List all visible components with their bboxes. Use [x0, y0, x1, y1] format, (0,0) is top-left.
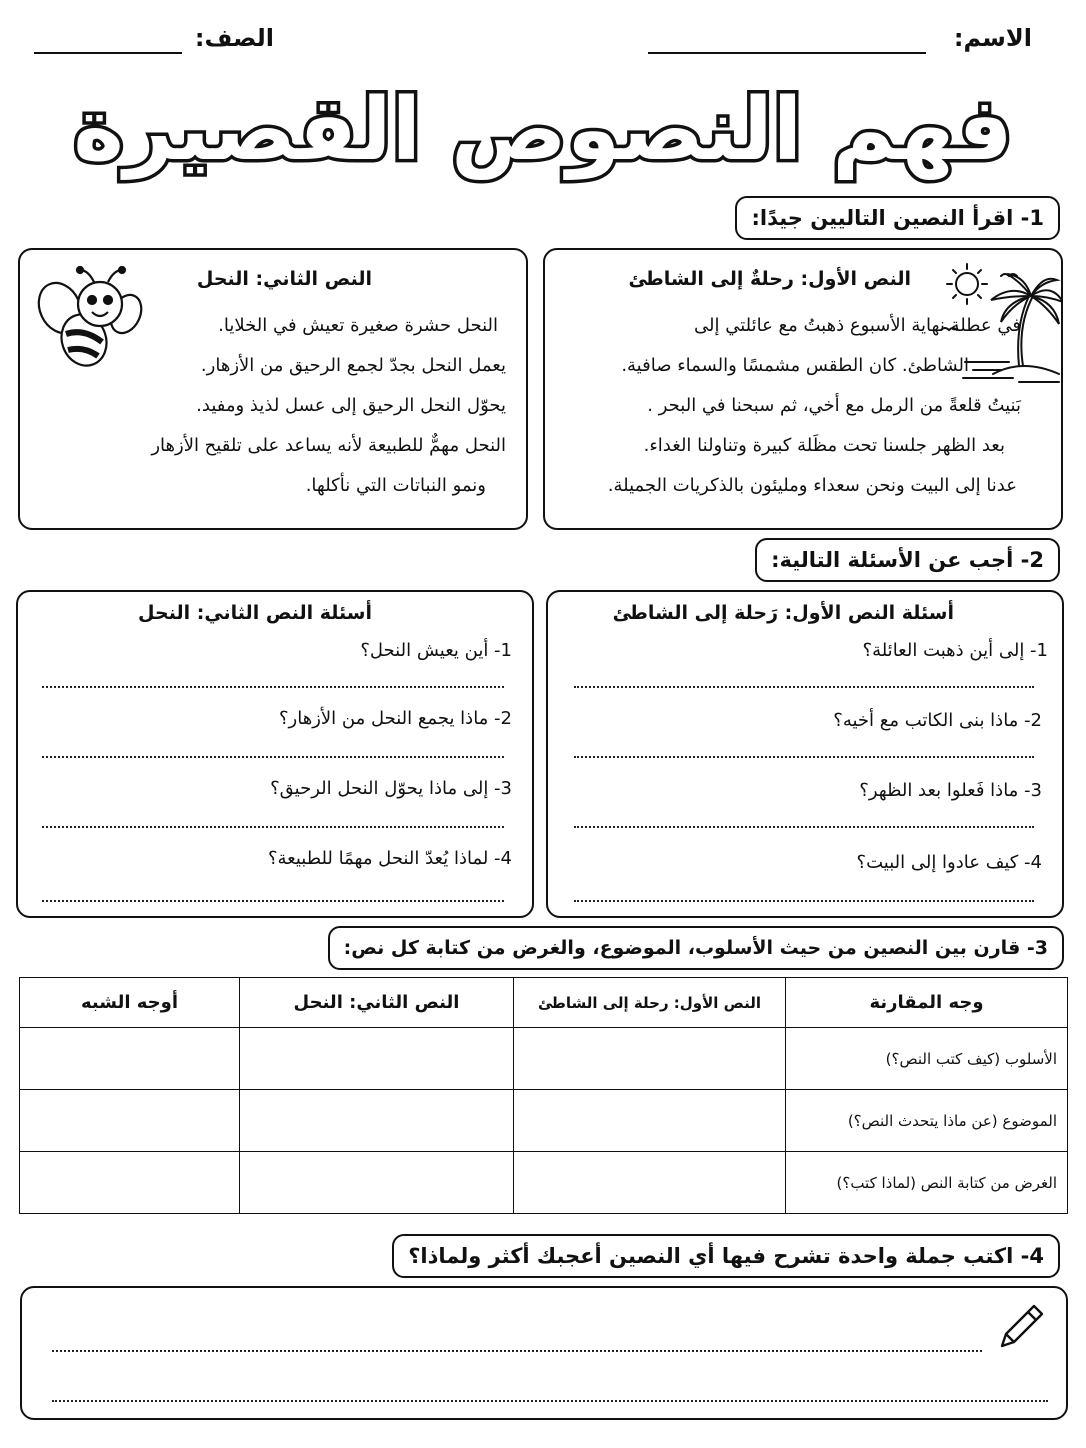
answer-line[interactable] [42, 826, 504, 828]
question-item: 1- أين يعيش النحل؟ [360, 640, 512, 661]
text1-line: في عطلة نهاية الأسبوع ذهبتُ مع عائلتي إلى [694, 315, 1021, 336]
answer-cell[interactable] [514, 1028, 786, 1090]
text1-line: عدنا إلى البيت ونحن سعداء ومليئون بالذكريات الجميلة. [607, 475, 1017, 496]
table-header: النص الثاني: النحل [240, 978, 514, 1028]
text1-box [543, 248, 1063, 530]
table-row [20, 1028, 1068, 1090]
answer-cell[interactable] [514, 1152, 786, 1214]
text2-line: النحل مهمٌّ للطبيعة لأنه يساعد على تلقيح الأزهار [151, 435, 506, 456]
pencil-icon [996, 1300, 1048, 1352]
answer-line[interactable] [42, 686, 504, 688]
text2-line: النحل حشرة صغيرة تعيش في الخلايا. [218, 315, 498, 336]
page-title: فهم النصوص القصيرة [73, 80, 1013, 180]
question-item: 4- لماذا يُعدّ النحل مهمًا للطبيعة؟ [267, 848, 512, 869]
answer-cell[interactable] [514, 1090, 786, 1152]
answer-line[interactable] [574, 686, 1034, 688]
text1-line: الشاطئ. كان الطقس مشمسًا والسماء صافية. [621, 355, 969, 376]
text2-line: ونمو النباتات التي نأكلها. [305, 475, 486, 496]
section3-instruction: 3- قارن بين النصين من حيث الأسلوب، الموضوع، والغرض من كتابة كل نص: [328, 926, 1064, 970]
questions2-box [16, 590, 534, 918]
table-header: وجه المقارنة [786, 978, 1068, 1028]
answer-line[interactable] [52, 1350, 982, 1352]
table-header: النص الأول: رحلة إلى الشاطئ [514, 978, 786, 1028]
class-label: الصف: [194, 24, 274, 52]
answer-cell[interactable] [20, 1090, 240, 1152]
answer-line[interactable] [574, 900, 1034, 902]
section1-instruction: 1- اقرأ النصين التاليين جيدًا: [735, 196, 1060, 240]
questions2-title: أسئلة النص الثاني: النحل [138, 602, 372, 624]
question-item: 3- ماذا فَعلوا بعد الظهر؟ [859, 780, 1042, 801]
text2-box [18, 248, 528, 530]
name-label: الاسم: [953, 24, 1032, 52]
questions1-title: أسئلة النص الأول: رَحلة إلى الشاطئ [612, 602, 954, 624]
question-item: 3- إلى ماذا يحوّل النحل الرحيق؟ [270, 778, 512, 799]
questions1-box [546, 590, 1064, 918]
answer-cell[interactable] [240, 1090, 514, 1152]
answer-cell[interactable] [20, 1152, 240, 1214]
text1-title: النص الأول: رحلةٌ إلى الشاطئ [628, 268, 911, 290]
table-header: أوجه الشبه [20, 978, 240, 1028]
text2-line: يحوّل النحل الرحيق إلى عسل لذيذ ومفيد. [196, 395, 506, 416]
question-item: 2- ماذا يجمع النحل من الأزهار؟ [278, 708, 512, 729]
bee-icon [34, 264, 144, 374]
text2-title: النص الثاني: النحل [196, 268, 372, 290]
question-item: 1- إلى أين ذهبت العائلة؟ [862, 640, 1048, 661]
section4-instruction: 4- اكتب جملة واحدة تشرح فيها أي النصين أعجبك أكثر ولماذا؟ [392, 1234, 1060, 1278]
answer-line[interactable] [42, 900, 504, 902]
answer-cell[interactable] [20, 1028, 240, 1090]
answer-line[interactable] [574, 756, 1034, 758]
answer-line[interactable] [52, 1400, 1048, 1402]
class-field[interactable] [34, 52, 182, 54]
table-row [20, 1152, 1068, 1214]
text2-line: يعمل النحل بجدّ لجمع الرحيق من الأزهار. [200, 355, 506, 376]
text1-line: بعد الظهر جلسنا تحت مظَلة كبيرة وتناولنا الغداء. [643, 435, 1005, 456]
table-row [20, 1090, 1068, 1152]
question-item: 2- ماذا بنى الكاتب مع أخيه؟ [833, 710, 1042, 731]
beach-palm-sun-icon [923, 258, 1063, 393]
answer-line[interactable] [574, 826, 1034, 828]
name-field[interactable] [648, 52, 926, 54]
row-label: الموضوع (عن ماذا يتحدث النص؟) [786, 1090, 1068, 1152]
section2-instruction: 2- أجب عن الأسئلة التالية: [755, 538, 1060, 582]
row-label: الأسلوب (كيف كتب النص؟) [786, 1028, 1068, 1090]
text1-line: بَنيتُ قلعةً من الرمل مع أخي، ثم سبحنا في البحر . [647, 395, 1021, 416]
comparison-table [19, 977, 1068, 1214]
row-label: الغرض من كتابة النص (لماذا كتب؟) [786, 1152, 1068, 1214]
answer-line[interactable] [42, 756, 504, 758]
answer-cell[interactable] [240, 1152, 514, 1214]
question-item: 4- كيف عادوا إلى البيت؟ [856, 852, 1042, 873]
answer-box [20, 1286, 1068, 1420]
table-header-row [20, 978, 1068, 1028]
answer-cell[interactable] [240, 1028, 514, 1090]
